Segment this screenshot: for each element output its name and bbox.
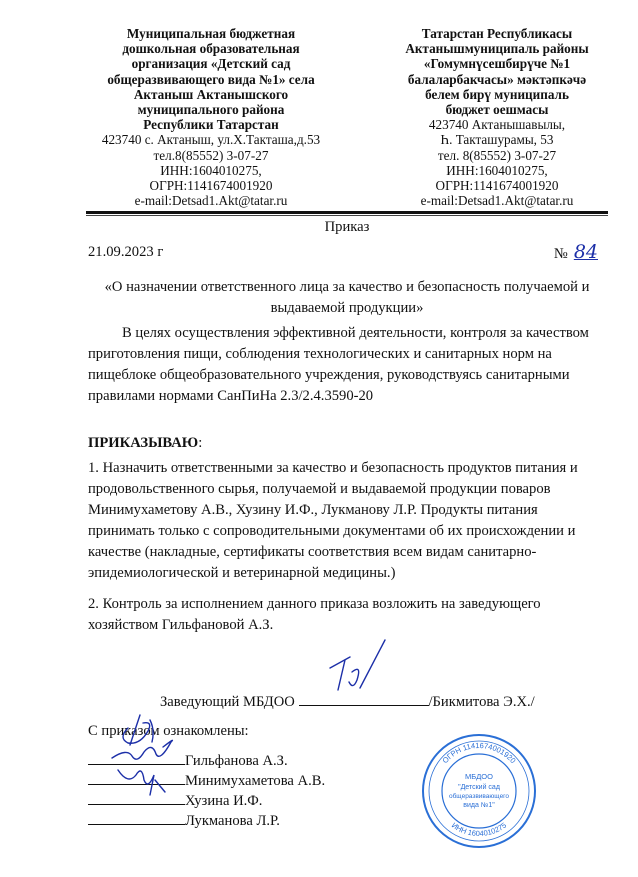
header-line: Актаныш Актанышского <box>133 86 289 102</box>
order-item-2: 2. Контроль за исполнением данного приказа возложить на заведующего хозяйством Гильфановой А.З. <box>88 596 541 633</box>
header-line: белем бирү муниципаль <box>425 86 569 102</box>
header-line: муниципального района <box>137 102 285 118</box>
header-inn: ИНН:1604010275, <box>160 162 262 178</box>
header-left <box>80 26 342 208</box>
order-word-text: ПРИКАЗЫВАЮ <box>88 435 199 451</box>
acquainted-name: Минимухаметова А.В. <box>185 773 326 789</box>
order-word <box>88 433 606 454</box>
header-line: Актанышмуниципаль районы <box>405 41 589 57</box>
header-ogrn: ОГРН:1141674001920 <box>149 178 273 194</box>
signature-line <box>88 692 606 713</box>
sign-blank <box>88 752 185 765</box>
order-number <box>554 242 598 265</box>
header-phone: тел. 8(85552) 3-07-27 <box>437 147 557 163</box>
sign-blank <box>88 812 185 825</box>
header-right <box>372 26 622 208</box>
sign-blank <box>88 772 185 785</box>
order-date: 21.09.2023 г <box>88 244 164 260</box>
header-ogrn: ОГРН:1141674001920 <box>435 178 559 194</box>
preamble: В целях осуществления эффективной деятельности, контроля за качеством приготовления пищи, соблюдения технологических и санитарных норм на пищеблоке общеобразовательного учреждения, руководствуясь санитарными правилами нормами СанПиНа 2.3/2.4.3590-20 <box>88 325 589 404</box>
header-street: Һ. Такташурамы, 53 <box>440 132 554 148</box>
header-divider <box>86 211 608 214</box>
header-line: бюджет оешмасы <box>445 102 549 118</box>
header-email: e-mail:Detsad1.Akt@tatar.ru <box>420 193 574 209</box>
header-divider-thin <box>86 215 608 216</box>
order-item-1: 1. Назначить ответственными за качество и безопасность продуктов питания и продовольственного сырья, получаемой и выдаваемой продукции поваров Минимухаметову А.В., Хузину И.Ф., Лукманову Л.Р. Продукты питания принимать только с сопроводительными документами об их происхождении и качестве (накладные, сертификаты соответствия всем видам санитарно-эпидемиологической и ветеринарной медицины.) <box>88 460 578 581</box>
number-label: № <box>553 246 568 262</box>
order-colon: : <box>198 435 203 451</box>
stamp-line: "Детский сад <box>458 784 500 791</box>
header-line: «Гомумнүсешбирүче №1 <box>423 56 571 72</box>
acquainted-name: Гильфанова А.З. <box>185 753 288 769</box>
sign-blank <box>88 792 185 805</box>
header-address: 423740 Актанышавылы, <box>428 117 566 133</box>
stamp-line: МБДОО <box>465 772 493 781</box>
header-line: организация «Детский сад <box>131 56 291 72</box>
header-line: дошкольная образовательная <box>122 41 300 57</box>
svg-text:ОГРН 1141674001920 <box>440 741 517 765</box>
acquainted-label: С приказом ознакомлены: <box>88 723 249 739</box>
header-line: Татарстан Республикасы <box>421 26 573 41</box>
stamp-ring-bottom: ИНН 1604010275 <box>449 820 509 839</box>
header-line: Муниципальная бюджетная <box>126 26 296 41</box>
signature-blank <box>299 693 429 706</box>
header-phone: тел.8(85552) 3-07-27 <box>153 147 269 163</box>
stamp-ring-top: ОГРН 1141674001920 <box>440 740 518 766</box>
header-line: Республики Татарстан <box>143 117 279 133</box>
doc-type: Приказ <box>324 219 370 235</box>
official-stamp <box>420 732 538 850</box>
svg-text:ИНН 1604010275 <box>450 821 508 838</box>
acquainted-name: Лукманова Л.Р. <box>185 813 280 829</box>
signer-name: /Бикмитова Э.Х./ <box>428 694 535 710</box>
header-email: e-mail:Detsad1.Akt@tatar.ru <box>134 193 288 209</box>
header-line: балаларбакчасы» мәктәпкәчә <box>407 71 587 87</box>
date-number-row <box>88 242 606 265</box>
acquainted-name: Хузина И.Ф. <box>185 793 263 809</box>
header-address: 423740 с. Актаныш, ул.Х.Такташа,д.53 <box>101 132 321 148</box>
header-inn: ИНН:1604010275, <box>446 162 548 178</box>
signer-position: Заведующий МБДОО <box>160 694 295 710</box>
header-line: общеразвивающего вида №1» села <box>107 71 315 87</box>
order-title: «О назначении ответственного лица за качество и безопасность получаемой и выдаваемой продукции» <box>104 279 590 316</box>
number-handwritten: 84 <box>573 241 598 263</box>
stamp-line: вида №1" <box>463 802 495 809</box>
stamp-line: общеразвивающего <box>448 793 510 800</box>
